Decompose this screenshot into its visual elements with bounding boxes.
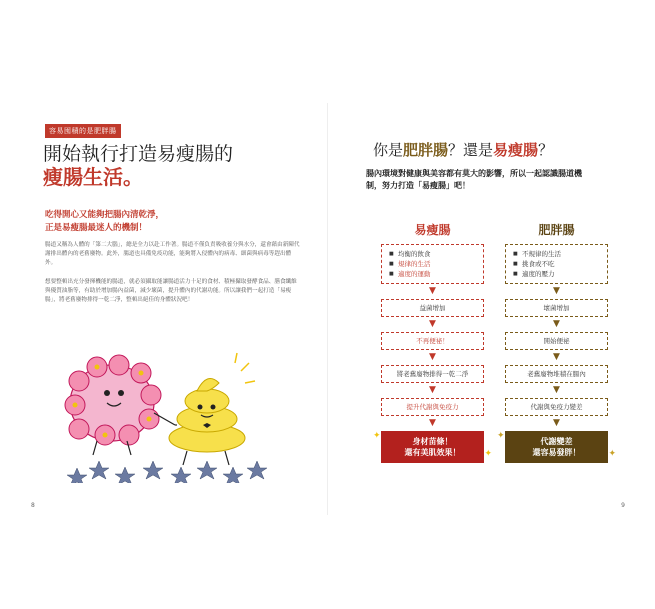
down-arrow-icon: ▼ — [553, 352, 560, 362]
sparkle-icon: ✦ — [497, 431, 505, 441]
right-page-description: 腸內環境對健康與美容都有莫大的影響，所以一起認識腸道機制，努力打造「易瘦腸」吧！ — [366, 169, 582, 190]
down-arrow-icon: ▼ — [429, 385, 436, 395]
fat-gut-habit-item: ■ 適度的壓力 — [522, 269, 601, 279]
yellow-poop-character — [169, 353, 255, 465]
page-number-right: 9 — [621, 502, 625, 509]
down-arrow-icon: ▼ — [429, 319, 436, 329]
page-title-line1: 開始執行打造易瘦腸的 — [43, 143, 234, 165]
down-arrow-icon: ▼ — [553, 319, 560, 329]
fat-gut-heading: 肥胖腸 — [538, 223, 575, 237]
slim-gut-flow-column — [373, 221, 492, 463]
slim-gut-habit-item: ■ 規律的生活 — [398, 259, 477, 269]
page-number-left: 8 — [31, 502, 35, 509]
down-arrow-icon: ▼ — [429, 418, 436, 428]
down-arrow-icon: ▼ — [429, 352, 436, 362]
down-arrow-icon: ▼ — [429, 286, 436, 296]
section-tag: 容易囤積的是肥胖腸 — [45, 124, 121, 138]
right-page — [328, 103, 629, 515]
book-spread — [27, 103, 629, 515]
title-middle: ？還是 — [448, 141, 494, 159]
right-page-title — [373, 139, 553, 160]
slim-gut-step: 將老舊廢物排得一乾二淨 — [381, 365, 484, 383]
title-prefix: 你是 — [373, 141, 404, 159]
fat-gut-habit-item: ■ 挑食或不吃 — [522, 259, 601, 269]
fat-gut-flow-column — [497, 221, 616, 463]
fat-gut-habits-box — [505, 244, 608, 284]
down-arrow-icon: ▼ — [553, 385, 560, 395]
fat-gut-result-box — [497, 431, 616, 463]
title-slim-gut: 易瘦腸 — [493, 141, 539, 159]
left-page — [27, 103, 328, 515]
sparkle-icon: ✦ — [373, 431, 381, 441]
body-paragraph-1: 腸道又稱為人體的「第二大腦」，總是全力以赴工作著。腸道不僅負責吸收養分與水分，還會藉由新陳代謝排出體內的老舊廢物。此外，腸道也具備免疫功能，能夠將入侵體內的病毒、細菌與病毒等趕出體外。 — [45, 242, 300, 266]
fat-gut-step: 老舊廢物堆積在腸內 — [505, 365, 608, 383]
subtitle-line2: 正是易瘦腸最迷人的機制！ — [45, 223, 148, 233]
slim-gut-step: 不再便祕！ — [381, 332, 484, 350]
slim-gut-habits-box — [381, 244, 484, 284]
slim-gut-result-box — [373, 431, 492, 463]
intestine-characters-illustration — [57, 343, 267, 483]
down-arrow-icon: ▼ — [553, 418, 560, 428]
sparkle-icon: ✦ — [484, 449, 492, 459]
title-fat-gut: 肥胖腸 — [403, 141, 449, 159]
fat-gut-result-line1: 代謝變差 — [540, 437, 573, 446]
slim-gut-step: 提升代謝與免疫力 — [381, 398, 484, 416]
fat-gut-step: 壞菌增加 — [505, 299, 608, 317]
slim-gut-habit-item: ■ 均衡的飲食 — [398, 249, 477, 259]
slim-gut-habit-item: ■ 適度的運動 — [398, 269, 477, 279]
page-title-line2: 瘦腸生活。 — [43, 165, 143, 189]
slim-gut-result-line2: 還有美肌效果！ — [404, 448, 461, 457]
subtitle-line1: 吃得開心又能夠把腸內清乾淨， — [45, 210, 165, 220]
slim-gut-step: 益菌增加 — [381, 299, 484, 317]
subtitle — [45, 209, 164, 235]
slim-gut-heading: 易瘦腸 — [414, 223, 451, 237]
fat-gut-step: 開始便祕 — [505, 332, 608, 350]
sparkle-icon: ✦ — [608, 449, 616, 459]
title-end: ？ — [538, 141, 554, 159]
slim-gut-result-line1: 身材苗條！ — [412, 437, 453, 446]
fat-gut-habit-item: ■ 不規律的生活 — [522, 249, 601, 259]
star-decorations — [67, 461, 267, 483]
fat-gut-result-line2: 還容易發胖！ — [532, 448, 581, 457]
down-arrow-icon: ▼ — [553, 286, 560, 296]
fat-gut-step: 代謝與免疫力變差 — [505, 398, 608, 416]
pink-intestine-character — [65, 355, 175, 455]
body-paragraph-2: 想要整頓出充分發揮機能的腸道，就必須攝取能讓腸道活力十足的食材、積極攝取發酵食品、膳食纖維與優質油脂等，有助於增加腸內益菌，減少壞菌，提升體內的代謝功能。所以讓我們一起打造「易瘦腸」，將老舊廢物排得一乾二淨，整頓出絕佳的身體狀況吧！ — [45, 279, 297, 303]
